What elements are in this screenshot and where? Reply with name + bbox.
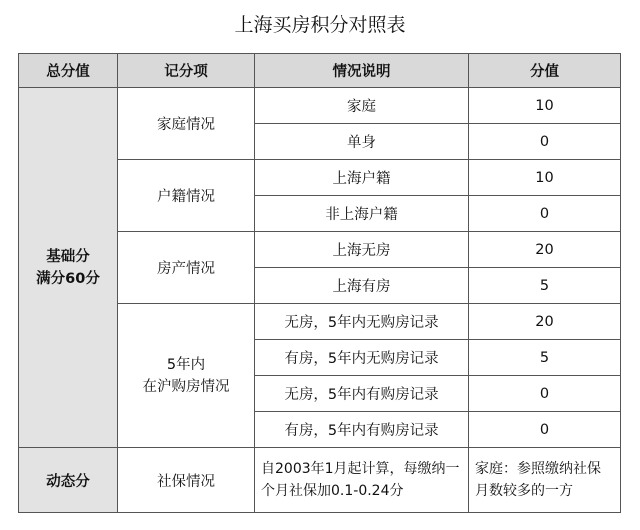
desc-cell: 非上海户籍: [255, 196, 469, 232]
desc-cell: 上海无房: [255, 232, 469, 268]
basic-score-label: 基础分: [46, 248, 90, 265]
desc-cell: 有房，5年内无购房记录: [255, 340, 469, 376]
table-row: [19, 88, 621, 124]
desc-social-security: 自2003年1月起计算，每缴纳一个月社保加0.1-0.24分: [255, 448, 469, 513]
desc-cell: 家庭: [255, 88, 469, 124]
basic-score-max: 满分60分: [36, 270, 100, 287]
desc-cell: 无房，5年内有购房记录: [255, 376, 469, 412]
item-purchase-history-line1: 5年内: [166, 356, 206, 373]
score-cell: 0: [469, 196, 621, 232]
desc-cell: 有房，5年内有购房记录: [255, 412, 469, 448]
desc-cell: 上海户籍: [255, 160, 469, 196]
table-header-row: [19, 54, 621, 88]
score-cell: 10: [469, 88, 621, 124]
dynamic-score-cell: 动态分: [19, 448, 118, 513]
item-hukou: 户籍情况: [118, 160, 255, 232]
score-cell: 0: [469, 376, 621, 412]
item-purchase-history-line2: 在沪购房情况: [142, 378, 230, 395]
score-cell: 0: [469, 124, 621, 160]
item-social-security: 社保情况: [118, 448, 255, 513]
desc-cell: 上海有房: [255, 268, 469, 304]
header-score: 分值: [469, 54, 621, 88]
score-cell: 10: [469, 160, 621, 196]
item-purchase-history: [118, 304, 255, 448]
score-cell: 5: [469, 268, 621, 304]
score-cell: 5: [469, 340, 621, 376]
score-table: [18, 53, 621, 513]
table-row: [19, 448, 621, 513]
header-scoring-item: 记分项: [118, 54, 255, 88]
item-family: 家庭情况: [118, 88, 255, 160]
score-cell: 20: [469, 232, 621, 268]
score-social-security: 家庭：参照缴纳社保月数较多的一方: [469, 448, 621, 513]
score-cell: 20: [469, 304, 621, 340]
page-title: 上海买房积分对照表: [234, 14, 406, 36]
desc-cell: 单身: [255, 124, 469, 160]
basic-score-cell: [19, 88, 118, 448]
item-property: 房产情况: [118, 232, 255, 304]
header-description: 情况说明: [255, 54, 469, 88]
score-cell: 0: [469, 412, 621, 448]
desc-cell: 无房，5年内无购房记录: [255, 304, 469, 340]
header-total-score: 总分值: [19, 54, 118, 88]
